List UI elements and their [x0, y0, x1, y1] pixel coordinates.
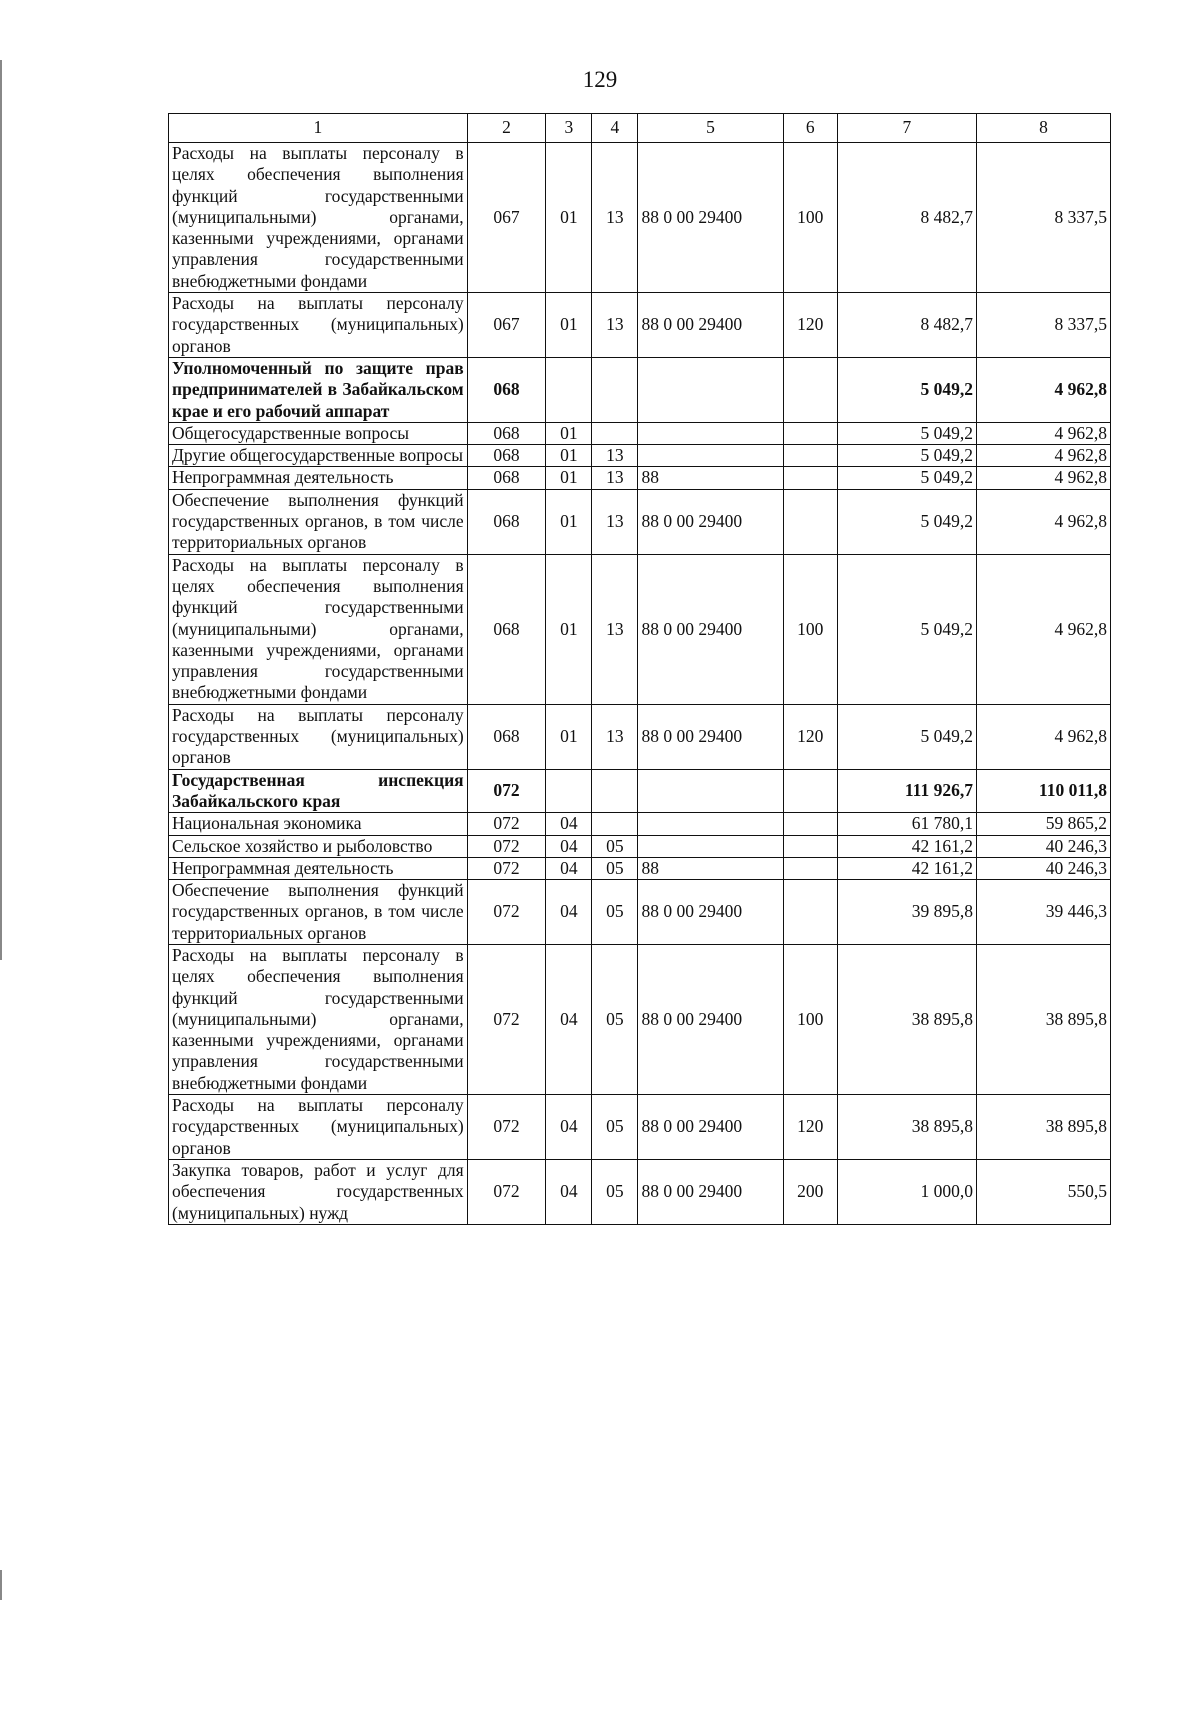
expense-type-cell	[783, 357, 837, 422]
section-code-cell: 04	[546, 813, 592, 835]
amount-col8-cell: 4 962,8	[976, 467, 1110, 489]
subsection-code-cell	[592, 357, 638, 422]
chapter-code-cell: 072	[467, 1159, 546, 1224]
table-row	[169, 880, 1111, 945]
row-name-cell: Закупка товаров, работ и услуг для обеспечения государственных (муниципальных) нужд	[169, 1159, 468, 1224]
target-article-cell	[638, 445, 783, 467]
section-code-cell: 01	[546, 467, 592, 489]
table-body	[169, 143, 1111, 1225]
target-article-cell	[638, 835, 783, 857]
expense-type-cell	[783, 835, 837, 857]
section-code-cell	[546, 769, 592, 813]
amount-col8-cell: 8 337,5	[976, 143, 1110, 293]
section-code-cell: 01	[546, 704, 592, 769]
table-header	[169, 114, 1111, 143]
table-row	[169, 769, 1111, 813]
column-header: 5	[638, 114, 783, 143]
chapter-code-cell: 072	[467, 769, 546, 813]
chapter-code-cell: 068	[467, 445, 546, 467]
row-name-cell: Общегосударственные вопросы	[169, 422, 468, 444]
chapter-code-cell: 067	[467, 293, 546, 358]
column-header: 2	[467, 114, 546, 143]
subsection-code-cell: 05	[592, 1159, 638, 1224]
subsection-code-cell: 13	[592, 704, 638, 769]
amount-col7-cell: 5 049,2	[837, 704, 976, 769]
section-code-cell: 04	[546, 944, 592, 1094]
table-row	[169, 857, 1111, 879]
chapter-code-cell: 072	[467, 1095, 546, 1160]
subsection-code-cell	[592, 422, 638, 444]
amount-col7-cell: 42 161,2	[837, 835, 976, 857]
column-header: 8	[976, 114, 1110, 143]
target-article-cell	[638, 769, 783, 813]
table-row	[169, 143, 1111, 293]
row-name-cell: Расходы на выплаты персоналу государственных (муниципальных) органов	[169, 293, 468, 358]
amount-col7-cell: 111 926,7	[837, 769, 976, 813]
target-article-cell: 88 0 00 29400	[638, 1095, 783, 1160]
expense-type-cell	[783, 769, 837, 813]
expense-type-cell: 120	[783, 704, 837, 769]
column-header: 6	[783, 114, 837, 143]
budget-table	[168, 113, 1111, 1225]
amount-col8-cell: 40 246,3	[976, 857, 1110, 879]
scan-edge-mark	[0, 1570, 2, 1600]
target-article-cell: 88 0 00 29400	[638, 143, 783, 293]
table-row	[169, 422, 1111, 444]
expense-type-cell: 100	[783, 944, 837, 1094]
amount-col7-cell: 8 482,7	[837, 143, 976, 293]
chapter-code-cell: 068	[467, 357, 546, 422]
target-article-cell: 88 0 00 29400	[638, 1159, 783, 1224]
amount-col8-cell: 4 962,8	[976, 489, 1110, 554]
amount-col7-cell: 5 049,2	[837, 357, 976, 422]
section-code-cell: 04	[546, 880, 592, 945]
expense-type-cell	[783, 467, 837, 489]
section-code-cell: 04	[546, 857, 592, 879]
target-article-cell: 88 0 00 29400	[638, 554, 783, 704]
section-code-cell: 01	[546, 554, 592, 704]
table-row	[169, 813, 1111, 835]
table-row	[169, 357, 1111, 422]
amount-col7-cell: 5 049,2	[837, 445, 976, 467]
chapter-code-cell: 072	[467, 813, 546, 835]
amount-col7-cell: 5 049,2	[837, 489, 976, 554]
chapter-code-cell: 072	[467, 944, 546, 1094]
chapter-code-cell: 072	[467, 880, 546, 945]
subsection-code-cell: 05	[592, 880, 638, 945]
amount-col8-cell: 39 446,3	[976, 880, 1110, 945]
subsection-code-cell: 13	[592, 467, 638, 489]
section-code-cell: 04	[546, 1095, 592, 1160]
expense-type-cell: 100	[783, 143, 837, 293]
chapter-code-cell: 068	[467, 467, 546, 489]
amount-col7-cell: 5 049,2	[837, 467, 976, 489]
amount-col8-cell: 38 895,8	[976, 1095, 1110, 1160]
amount-col7-cell: 5 049,2	[837, 422, 976, 444]
amount-col8-cell: 40 246,3	[976, 835, 1110, 857]
table-row	[169, 835, 1111, 857]
expense-type-cell: 120	[783, 1095, 837, 1160]
table-row	[169, 704, 1111, 769]
table-row	[169, 445, 1111, 467]
chapter-code-cell: 072	[467, 835, 546, 857]
section-code-cell: 01	[546, 422, 592, 444]
amount-col7-cell: 8 482,7	[837, 293, 976, 358]
amount-col8-cell: 4 962,8	[976, 422, 1110, 444]
table-row	[169, 554, 1111, 704]
chapter-code-cell: 067	[467, 143, 546, 293]
subsection-code-cell: 13	[592, 489, 638, 554]
section-code-cell: 04	[546, 1159, 592, 1224]
expense-type-cell: 200	[783, 1159, 837, 1224]
subsection-code-cell: 13	[592, 143, 638, 293]
table-row	[169, 293, 1111, 358]
amount-col7-cell: 5 049,2	[837, 554, 976, 704]
amount-col8-cell: 4 962,8	[976, 704, 1110, 769]
amount-col8-cell: 38 895,8	[976, 944, 1110, 1094]
subsection-code-cell: 05	[592, 835, 638, 857]
row-name-cell: Расходы на выплаты персоналу государственных (муниципальных) органов	[169, 1095, 468, 1160]
table-row	[169, 467, 1111, 489]
row-name-cell: Расходы на выплаты персоналу государственных (муниципальных) органов	[169, 704, 468, 769]
expense-type-cell	[783, 422, 837, 444]
subsection-code-cell: 13	[592, 445, 638, 467]
chapter-code-cell: 068	[467, 704, 546, 769]
column-header: 4	[592, 114, 638, 143]
expense-type-cell: 100	[783, 554, 837, 704]
row-name-cell: Расходы на выплаты персоналу в целях обеспечения выполнения функций государственными (муниципальными) органами, казенными учреждениями, органами управления государственными внебюджетными фондами	[169, 554, 468, 704]
expense-type-cell: 120	[783, 293, 837, 358]
chapter-code-cell: 068	[467, 489, 546, 554]
amount-col8-cell: 4 962,8	[976, 554, 1110, 704]
column-header: 3	[546, 114, 592, 143]
row-name-cell: Государственная инспекция Забайкальского края	[169, 769, 468, 813]
expense-type-cell	[783, 857, 837, 879]
amount-col8-cell: 8 337,5	[976, 293, 1110, 358]
section-code-cell: 01	[546, 489, 592, 554]
amount-col8-cell: 110 011,8	[976, 769, 1110, 813]
target-article-cell	[638, 813, 783, 835]
subsection-code-cell: 05	[592, 1095, 638, 1160]
amount-col7-cell: 42 161,2	[837, 857, 976, 879]
amount-col7-cell: 61 780,1	[837, 813, 976, 835]
table-row	[169, 1095, 1111, 1160]
subsection-code-cell	[592, 769, 638, 813]
subsection-code-cell: 13	[592, 293, 638, 358]
chapter-code-cell: 068	[467, 554, 546, 704]
page-number: 129	[582, 67, 618, 92]
column-header: 7	[837, 114, 976, 143]
section-code-cell: 01	[546, 445, 592, 467]
section-code-cell	[546, 357, 592, 422]
subsection-code-cell: 05	[592, 857, 638, 879]
expense-type-cell	[783, 489, 837, 554]
amount-col7-cell: 39 895,8	[837, 880, 976, 945]
amount-col8-cell: 59 865,2	[976, 813, 1110, 835]
target-article-cell	[638, 422, 783, 444]
expense-type-cell	[783, 813, 837, 835]
amount-col8-cell: 4 962,8	[976, 445, 1110, 467]
scan-edge-mark	[0, 60, 2, 960]
target-article-cell: 88 0 00 29400	[638, 489, 783, 554]
chapter-code-cell: 068	[467, 422, 546, 444]
row-name-cell: Непрограммная деятельность	[169, 467, 468, 489]
amount-col7-cell: 38 895,8	[837, 944, 976, 1094]
target-article-cell: 88	[638, 857, 783, 879]
table-row	[169, 944, 1111, 1094]
header-row	[169, 114, 1111, 143]
target-article-cell: 88 0 00 29400	[638, 704, 783, 769]
subsection-code-cell: 13	[592, 554, 638, 704]
row-name-cell: Расходы на выплаты персоналу в целях обеспечения выполнения функций государственными (муниципальными) органами, казенными учреждениями, органами управления государственными внебюджетными фондами	[169, 944, 468, 1094]
table-row	[169, 489, 1111, 554]
amount-col8-cell: 4 962,8	[976, 357, 1110, 422]
row-name-cell: Другие общегосударственные вопросы	[169, 445, 468, 467]
section-code-cell: 01	[546, 143, 592, 293]
amount-col7-cell: 38 895,8	[837, 1095, 976, 1160]
subsection-code-cell	[592, 813, 638, 835]
target-article-cell: 88 0 00 29400	[638, 880, 783, 945]
target-article-cell: 88 0 00 29400	[638, 944, 783, 1094]
row-name-cell: Уполномоченный по защите прав предпринимателей в Забайкальском крае и его рабочий аппарат	[169, 357, 468, 422]
expense-type-cell	[783, 880, 837, 945]
table-row	[169, 1159, 1111, 1224]
expense-type-cell	[783, 445, 837, 467]
row-name-cell: Сельское хозяйство и рыболовство	[169, 835, 468, 857]
row-name-cell: Расходы на выплаты персоналу в целях обеспечения выполнения функций государственными (муниципальными) органами, казенными учреждениями, органами управления государственными внебюджетными фондами	[169, 143, 468, 293]
section-code-cell: 04	[546, 835, 592, 857]
subsection-code-cell: 05	[592, 944, 638, 1094]
row-name-cell: Национальная экономика	[169, 813, 468, 835]
row-name-cell: Обеспечение выполнения функций государственных органов, в том числе территориальных органов	[169, 489, 468, 554]
target-article-cell: 88	[638, 467, 783, 489]
amount-col8-cell: 550,5	[976, 1159, 1110, 1224]
section-code-cell: 01	[546, 293, 592, 358]
column-header: 1	[169, 114, 468, 143]
chapter-code-cell: 072	[467, 857, 546, 879]
row-name-cell: Непрограммная деятельность	[169, 857, 468, 879]
row-name-cell: Обеспечение выполнения функций государственных органов, в том числе территориальных органов	[169, 880, 468, 945]
target-article-cell	[638, 357, 783, 422]
target-article-cell: 88 0 00 29400	[638, 293, 783, 358]
amount-col7-cell: 1 000,0	[837, 1159, 976, 1224]
